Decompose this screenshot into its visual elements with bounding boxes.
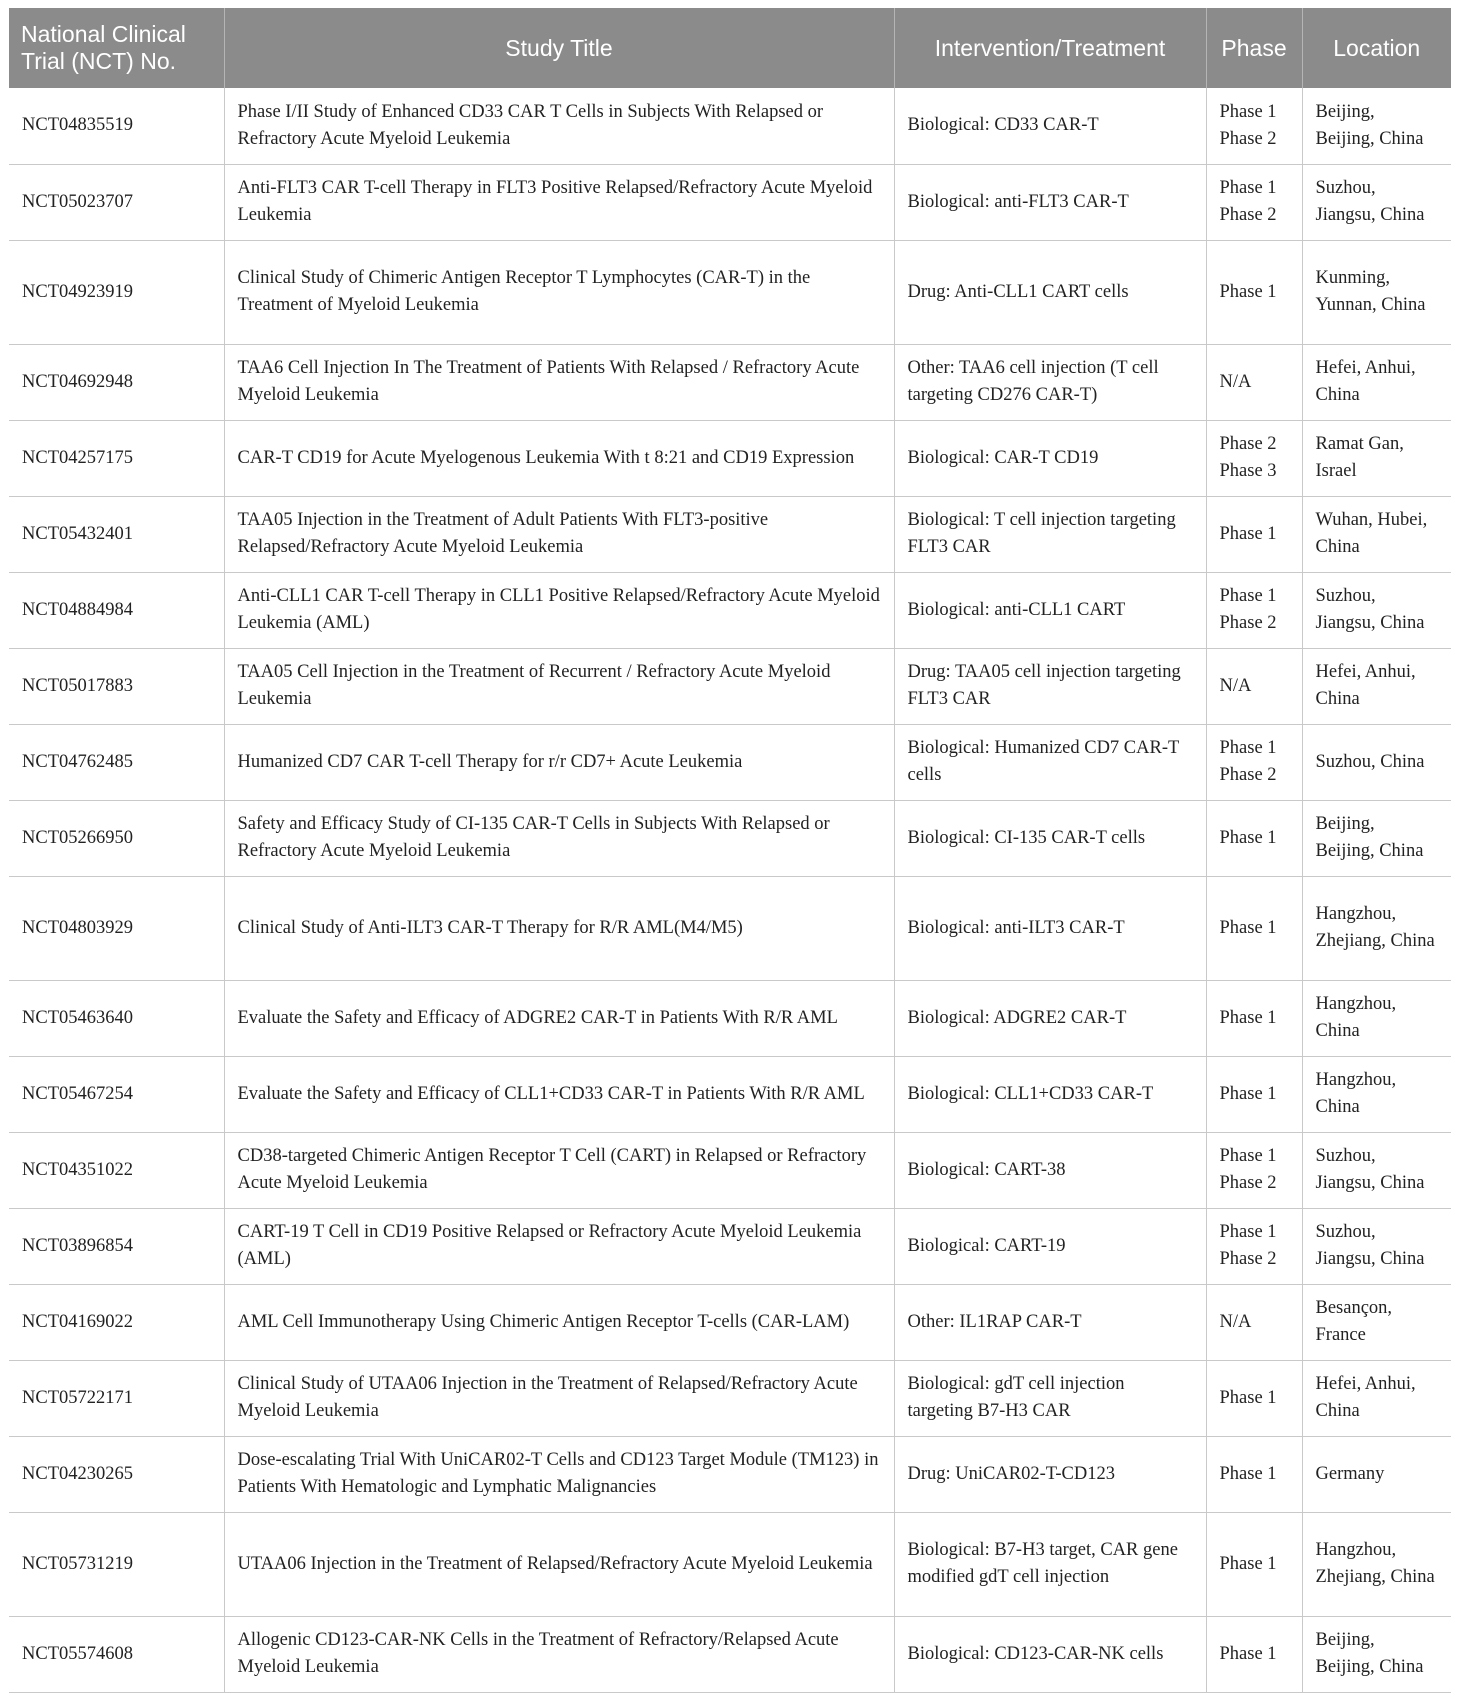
phase-value: N/A bbox=[1219, 371, 1252, 392]
header-intervention: Intervention/Treatment bbox=[894, 8, 1206, 88]
intervention-cell: Drug: Anti-CLL1 CART cells bbox=[894, 240, 1206, 344]
location-cell: Hangzhou, China bbox=[1302, 980, 1451, 1056]
intervention-cell: Biological: CART-38 bbox=[894, 1132, 1206, 1208]
table-row bbox=[9, 240, 1451, 344]
nct-cell: NCT04692948 bbox=[9, 344, 224, 420]
phase-cell bbox=[1206, 88, 1302, 164]
phase-cell bbox=[1206, 876, 1302, 980]
nct-cell: NCT04762485 bbox=[9, 724, 224, 800]
intervention-cell: Other: IL1RAP CAR-T bbox=[894, 1284, 1206, 1360]
nct-cell: NCT04835519 bbox=[9, 88, 224, 164]
phase-cell bbox=[1206, 1284, 1302, 1360]
phase-cell bbox=[1206, 1132, 1302, 1208]
table-row bbox=[9, 1436, 1451, 1512]
phase-value: N/A bbox=[1219, 675, 1252, 696]
table-row bbox=[9, 1616, 1451, 1692]
phase-value: Phase 2 bbox=[1219, 205, 1277, 225]
location-cell: Hangzhou, Zhejiang, China bbox=[1302, 1512, 1451, 1616]
location-cell: Beijing, Beijing, China bbox=[1302, 88, 1451, 164]
study-title-cell: Safety and Efficacy Study of CI-135 CAR-T Cells in Subjects With Relapsed or Refractory Acute Myeloid Leukemia bbox=[224, 800, 894, 876]
study-title-cell: AML Cell Immunotherapy Using Chimeric Antigen Receptor T-cells (CAR-LAM) bbox=[224, 1284, 894, 1360]
phase-cell bbox=[1206, 1360, 1302, 1436]
nct-cell: NCT05432401 bbox=[9, 496, 224, 572]
header-phase: Phase bbox=[1206, 8, 1302, 88]
study-title-cell: Phase I/II Study of Enhanced CD33 CAR T Cells in Subjects With Relapsed or Refractory Acute Myeloid Leukemia bbox=[224, 88, 894, 164]
phase-cell bbox=[1206, 240, 1302, 344]
study-title-cell: Evaluate the Safety and Efficacy of ADGRE2 CAR-T in Patients With R/R AML bbox=[224, 980, 894, 1056]
phase-cell bbox=[1206, 724, 1302, 800]
location-cell: Suzhou, Jiangsu, China bbox=[1302, 164, 1451, 240]
phase-cell bbox=[1206, 1616, 1302, 1692]
phase-value: Phase 1 bbox=[1219, 281, 1277, 302]
phase-value: Phase 1 bbox=[1219, 1463, 1277, 1484]
clinical-trials-table bbox=[9, 8, 1451, 1693]
table-body bbox=[9, 88, 1451, 1692]
phase-value: Phase 2 bbox=[1219, 613, 1277, 633]
phase-cell bbox=[1206, 800, 1302, 876]
header-row bbox=[9, 8, 1451, 88]
nct-cell: NCT05463640 bbox=[9, 980, 224, 1056]
table-row bbox=[9, 496, 1451, 572]
phase-cell bbox=[1206, 344, 1302, 420]
location-cell: Hangzhou, Zhejiang, China bbox=[1302, 876, 1451, 980]
intervention-cell: Biological: CD33 CAR-T bbox=[894, 88, 1206, 164]
nct-cell: NCT04923919 bbox=[9, 240, 224, 344]
intervention-cell: Biological: T cell injection targeting FLT3 CAR bbox=[894, 496, 1206, 572]
nct-cell: NCT04169022 bbox=[9, 1284, 224, 1360]
intervention-cell: Other: TAA6 cell injection (T cell targeting CD276 CAR-T) bbox=[894, 344, 1206, 420]
table-row bbox=[9, 1284, 1451, 1360]
intervention-cell: Biological: anti-ILT3 CAR-T bbox=[894, 876, 1206, 980]
intervention-cell: Biological: CART-19 bbox=[894, 1208, 1206, 1284]
table-row bbox=[9, 724, 1451, 800]
intervention-cell: Biological: CLL1+CD33 CAR-T bbox=[894, 1056, 1206, 1132]
intervention-cell: Biological: CI-135 CAR-T cells bbox=[894, 800, 1206, 876]
intervention-cell: Biological: CAR-T CD19 bbox=[894, 420, 1206, 496]
table-row bbox=[9, 164, 1451, 240]
table-row bbox=[9, 88, 1451, 164]
nct-cell: NCT04257175 bbox=[9, 420, 224, 496]
nct-cell: NCT05017883 bbox=[9, 648, 224, 724]
phase-value: Phase 1 bbox=[1219, 738, 1277, 758]
table-header bbox=[9, 8, 1451, 88]
nct-cell: NCT03896854 bbox=[9, 1208, 224, 1284]
study-title-cell: Clinical Study of UTAA06 Injection in the Treatment of Relapsed/Refractory Acute Myeloid Leukemia bbox=[224, 1360, 894, 1436]
phase-cell bbox=[1206, 1436, 1302, 1512]
phase-value: Phase 1 bbox=[1219, 586, 1277, 606]
study-title-cell: Clinical Study of Anti-ILT3 CAR-T Therapy for R/R AML(M4/M5) bbox=[224, 876, 894, 980]
header-study-title: Study Title bbox=[224, 8, 894, 88]
location-cell: Suzhou, China bbox=[1302, 724, 1451, 800]
phase-cell bbox=[1206, 572, 1302, 648]
study-title-cell: Anti-CLL1 CAR T-cell Therapy in CLL1 Positive Relapsed/Refractory Acute Myeloid Leukemia (AML) bbox=[224, 572, 894, 648]
table-row bbox=[9, 420, 1451, 496]
study-title-cell: CART-19 T Cell in CD19 Positive Relapsed or Refractory Acute Myeloid Leukemia (AML) bbox=[224, 1208, 894, 1284]
phase-value: Phase 1 bbox=[1219, 917, 1277, 938]
nct-cell: NCT05023707 bbox=[9, 164, 224, 240]
location-cell: Kunming, Yunnan, China bbox=[1302, 240, 1451, 344]
table-row bbox=[9, 344, 1451, 420]
study-title-cell: TAA05 Cell Injection in the Treatment of Recurrent / Refractory Acute Myeloid Leukemia bbox=[224, 648, 894, 724]
phase-cell bbox=[1206, 164, 1302, 240]
location-cell: Ramat Gan, Israel bbox=[1302, 420, 1451, 496]
nct-cell: NCT05266950 bbox=[9, 800, 224, 876]
phase-value: Phase 1 bbox=[1219, 1146, 1277, 1166]
nct-cell: NCT05722171 bbox=[9, 1360, 224, 1436]
phase-cell bbox=[1206, 648, 1302, 724]
location-cell: Hefei, Anhui, China bbox=[1302, 1360, 1451, 1436]
nct-cell: NCT05467254 bbox=[9, 1056, 224, 1132]
phase-cell bbox=[1206, 980, 1302, 1056]
phase-value: Phase 2 bbox=[1219, 1173, 1277, 1193]
phase-value: Phase 1 bbox=[1219, 1643, 1277, 1664]
header-nct-number: National Clinical Trial (NCT) No. bbox=[9, 8, 224, 88]
phase-value: Phase 1 bbox=[1219, 523, 1277, 544]
phase-value: Phase 2 bbox=[1219, 1249, 1277, 1269]
phase-value: Phase 1 bbox=[1219, 1553, 1277, 1574]
header-location: Location bbox=[1302, 8, 1451, 88]
study-title-cell: CAR-T CD19 for Acute Myelogenous Leukemia With t 8:21 and CD19 Expression bbox=[224, 420, 894, 496]
table-row bbox=[9, 1208, 1451, 1284]
table-row bbox=[9, 572, 1451, 648]
location-cell: Hefei, Anhui, China bbox=[1302, 344, 1451, 420]
intervention-cell: Biological: anti-CLL1 CART bbox=[894, 572, 1206, 648]
phase-value: Phase 1 bbox=[1219, 1387, 1277, 1408]
study-title-cell: TAA6 Cell Injection In The Treatment of Patients With Relapsed / Refractory Acute Myeloid Leukemia bbox=[224, 344, 894, 420]
study-title-cell: Clinical Study of Chimeric Antigen Receptor T Lymphocytes (CAR-T) in the Treatment of Myeloid Leukemia bbox=[224, 240, 894, 344]
intervention-cell: Biological: ADGRE2 CAR-T bbox=[894, 980, 1206, 1056]
phase-cell bbox=[1206, 1056, 1302, 1132]
table-row bbox=[9, 1056, 1451, 1132]
intervention-cell: Biological: anti-FLT3 CAR-T bbox=[894, 164, 1206, 240]
study-title-cell: Humanized CD7 CAR T-cell Therapy for r/r CD7+ Acute Leukemia bbox=[224, 724, 894, 800]
location-cell: Germany bbox=[1302, 1436, 1451, 1512]
location-cell: Suzhou, Jiangsu, China bbox=[1302, 1208, 1451, 1284]
location-cell: Beijing, Beijing, China bbox=[1302, 800, 1451, 876]
table-row bbox=[9, 800, 1451, 876]
study-title-cell: Dose-escalating Trial With UniCAR02-T Cells and CD123 Target Module (TM123) in Patients With Hematologic and Lymphatic Malignancies bbox=[224, 1436, 894, 1512]
table-row bbox=[9, 1512, 1451, 1616]
phase-value: Phase 1 bbox=[1219, 1222, 1277, 1242]
intervention-cell: Biological: CD123-CAR-NK cells bbox=[894, 1616, 1206, 1692]
study-title-cell: Allogenic CD123-CAR-NK Cells in the Treatment of Refractory/Relapsed Acute Myeloid Leukemia bbox=[224, 1616, 894, 1692]
phase-value: Phase 1 bbox=[1219, 101, 1277, 122]
location-cell: Hefei, Anhui, China bbox=[1302, 648, 1451, 724]
phase-value: N/A bbox=[1219, 1311, 1252, 1332]
intervention-cell: Drug: TAA05 cell injection targeting FLT3 CAR bbox=[894, 648, 1206, 724]
nct-cell: NCT04884984 bbox=[9, 572, 224, 648]
phase-cell bbox=[1206, 420, 1302, 496]
study-title-cell: Anti-FLT3 CAR T-cell Therapy in FLT3 Positive Relapsed/Refractory Acute Myeloid Leukemia bbox=[224, 164, 894, 240]
study-title-cell: TAA05 Injection in the Treatment of Adult Patients With FLT3-positive Relapsed/Refractory Acute Myeloid Leukemia bbox=[224, 496, 894, 572]
phase-value: Phase 3 bbox=[1219, 461, 1277, 481]
intervention-cell: Biological: B7-H3 target, CAR gene modified gdT cell injection bbox=[894, 1512, 1206, 1616]
phase-cell bbox=[1206, 496, 1302, 572]
phase-value: Phase 1 bbox=[1219, 1083, 1277, 1104]
intervention-cell: Biological: gdT cell injection targeting B7-H3 CAR bbox=[894, 1360, 1206, 1436]
intervention-cell: Drug: UniCAR02-T-CD123 bbox=[894, 1436, 1206, 1512]
location-cell: Suzhou, Jiangsu, China bbox=[1302, 572, 1451, 648]
phase-value: Phase 1 bbox=[1219, 178, 1277, 198]
table-row bbox=[9, 1132, 1451, 1208]
phase-cell bbox=[1206, 1512, 1302, 1616]
study-title-cell: UTAA06 Injection in the Treatment of Relapsed/Refractory Acute Myeloid Leukemia bbox=[224, 1512, 894, 1616]
table-row bbox=[9, 1360, 1451, 1436]
phase-value: Phase 2 bbox=[1219, 765, 1277, 785]
location-cell: Beijing, Beijing, China bbox=[1302, 1616, 1451, 1692]
table-row bbox=[9, 980, 1451, 1056]
location-cell: Hangzhou, China bbox=[1302, 1056, 1451, 1132]
phase-value: Phase 2 bbox=[1219, 434, 1277, 454]
nct-cell: NCT05574608 bbox=[9, 1616, 224, 1692]
study-title-cell: CD38-targeted Chimeric Antigen Receptor T Cell (CART) in Relapsed or Refractory Acute Myeloid Leukemia bbox=[224, 1132, 894, 1208]
location-cell: Suzhou, Jiangsu, China bbox=[1302, 1132, 1451, 1208]
phase-value: Phase 1 bbox=[1219, 827, 1277, 848]
phase-value: Phase 1 bbox=[1219, 1007, 1277, 1028]
phase-value: Phase 2 bbox=[1219, 128, 1277, 149]
intervention-cell: Biological: Humanized CD7 CAR-T cells bbox=[894, 724, 1206, 800]
phase-cell bbox=[1206, 1208, 1302, 1284]
nct-cell: NCT04803929 bbox=[9, 876, 224, 980]
table-row bbox=[9, 648, 1451, 724]
nct-cell: NCT05731219 bbox=[9, 1512, 224, 1616]
location-cell: Besançon, France bbox=[1302, 1284, 1451, 1360]
nct-cell: NCT04230265 bbox=[9, 1436, 224, 1512]
table-row bbox=[9, 876, 1451, 980]
location-cell: Wuhan, Hubei, China bbox=[1302, 496, 1451, 572]
study-title-cell: Evaluate the Safety and Efficacy of CLL1+CD33 CAR-T in Patients With R/R AML bbox=[224, 1056, 894, 1132]
nct-cell: NCT04351022 bbox=[9, 1132, 224, 1208]
